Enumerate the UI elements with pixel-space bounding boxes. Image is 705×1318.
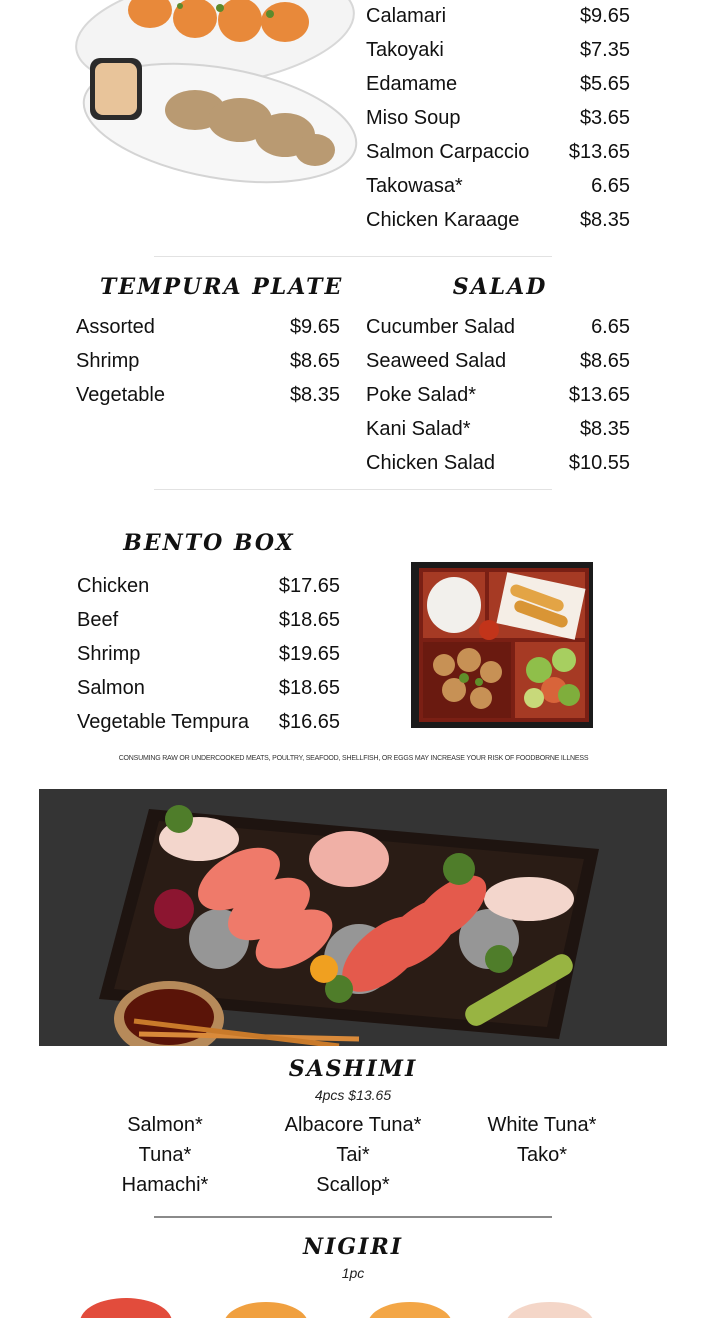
salad-item-name: Poke Salad* xyxy=(366,384,477,406)
appetizer-name: Miso Soup xyxy=(366,107,461,129)
salad-item-price: 6.65 xyxy=(591,316,630,338)
tempura-item-name: Shrimp xyxy=(76,350,140,372)
nigiri-salmon-photo xyxy=(224,1302,308,1318)
salad-item-price: $8.65 xyxy=(579,350,630,372)
nigiri-heading: NIGIRI xyxy=(302,1234,404,1260)
bento-item-name: Shrimp xyxy=(77,643,141,665)
appetizer-name: Chicken Karaage xyxy=(366,209,520,231)
sashimi-item: Salmon* xyxy=(127,1114,203,1136)
nigiri-photos xyxy=(0,1292,705,1318)
nigiri-subtitle: 1pc xyxy=(341,1265,365,1281)
nigiri-salmon-photo xyxy=(368,1302,452,1318)
bento-item-name: Vegetable Tempura xyxy=(77,711,249,733)
nigiri-tuna-photo xyxy=(80,1298,172,1318)
sashimi-item: Hamachi* xyxy=(121,1174,209,1196)
appetizer-name: Calamari xyxy=(366,5,447,27)
tempura-heading: TEMPURA PLATE xyxy=(100,274,344,300)
appetizer-price: $13.65 xyxy=(568,141,630,163)
salad-item-name: Seaweed Salad xyxy=(366,350,507,372)
bento-box-photo xyxy=(409,560,595,730)
salad-item-name: Cucumber Salad xyxy=(366,316,515,338)
salad-item-price: $13.65 xyxy=(568,384,630,406)
salad-item-price: $8.35 xyxy=(579,418,630,440)
tempura-item-price: $9.65 xyxy=(289,316,340,338)
bento-item-price: $18.65 xyxy=(278,677,340,699)
appetizer-price: $5.65 xyxy=(579,73,630,95)
bento-item-price: $16.65 xyxy=(278,711,340,733)
sashimi-item: Tai* xyxy=(336,1144,370,1166)
section-divider xyxy=(154,256,552,257)
bento-item-price: $19.65 xyxy=(278,643,340,665)
tempura-item-name: Vegetable xyxy=(76,384,165,406)
sashimi-item: Tako* xyxy=(516,1144,568,1166)
sashimi-item: White Tuna* xyxy=(487,1114,597,1136)
bento-item-name: Chicken xyxy=(77,575,150,597)
appetizer-name: Takowasa* xyxy=(366,175,463,197)
bento-heading: BENTO BOX xyxy=(123,530,295,556)
bento-item-price: $18.65 xyxy=(278,609,340,631)
tempura-item-price: $8.35 xyxy=(289,384,340,406)
bento-item-price: $17.65 xyxy=(278,575,340,597)
appetizer-name: Salmon Carpaccio xyxy=(366,141,530,163)
salad-item-name: Chicken Salad xyxy=(366,452,495,474)
appetizer-price: $9.65 xyxy=(579,5,630,27)
sashimi-platter-photo xyxy=(39,789,667,1046)
sashimi-item: Tuna* xyxy=(138,1144,192,1166)
sashimi-item: Albacore Tuna* xyxy=(284,1114,422,1136)
appetizer-list xyxy=(0,0,705,240)
salad-heading: SALAD xyxy=(452,274,548,300)
appetizer-price: 6.65 xyxy=(591,175,630,197)
salad-item-name: Kani Salad* xyxy=(366,418,471,440)
tempura-item-name: Assorted xyxy=(76,316,155,338)
sashimi-heading: SASHIMI xyxy=(288,1056,418,1082)
salad-item-price: $10.55 xyxy=(568,452,630,474)
tempura-item-price: $8.65 xyxy=(289,350,340,372)
section-divider xyxy=(154,1216,552,1218)
sashimi-item: Scallop* xyxy=(316,1174,390,1196)
bento-item-name: Salmon xyxy=(77,677,145,699)
appetizer-price: $8.35 xyxy=(579,209,630,231)
appetizer-name: Edamame xyxy=(366,73,458,95)
raw-food-disclaimer: CONSUMING RAW OR UNDERCOOKED MEATS, POULTRY, SEAFOOD, SHELLFISH, OR EGGS MAY INCREASE YOUR RISK OF FOODBORNE ILLNESS xyxy=(118,755,589,762)
section-divider xyxy=(154,489,552,490)
appetizer-name: Takoyaki xyxy=(366,39,444,61)
appetizer-price: $7.35 xyxy=(579,39,630,61)
appetizer-price: $3.65 xyxy=(579,107,630,129)
nigiri-white-fish-photo xyxy=(506,1302,594,1318)
bento-item-name: Beef xyxy=(77,609,119,631)
sashimi-subtitle: 4pcs $13.65 xyxy=(314,1087,392,1103)
